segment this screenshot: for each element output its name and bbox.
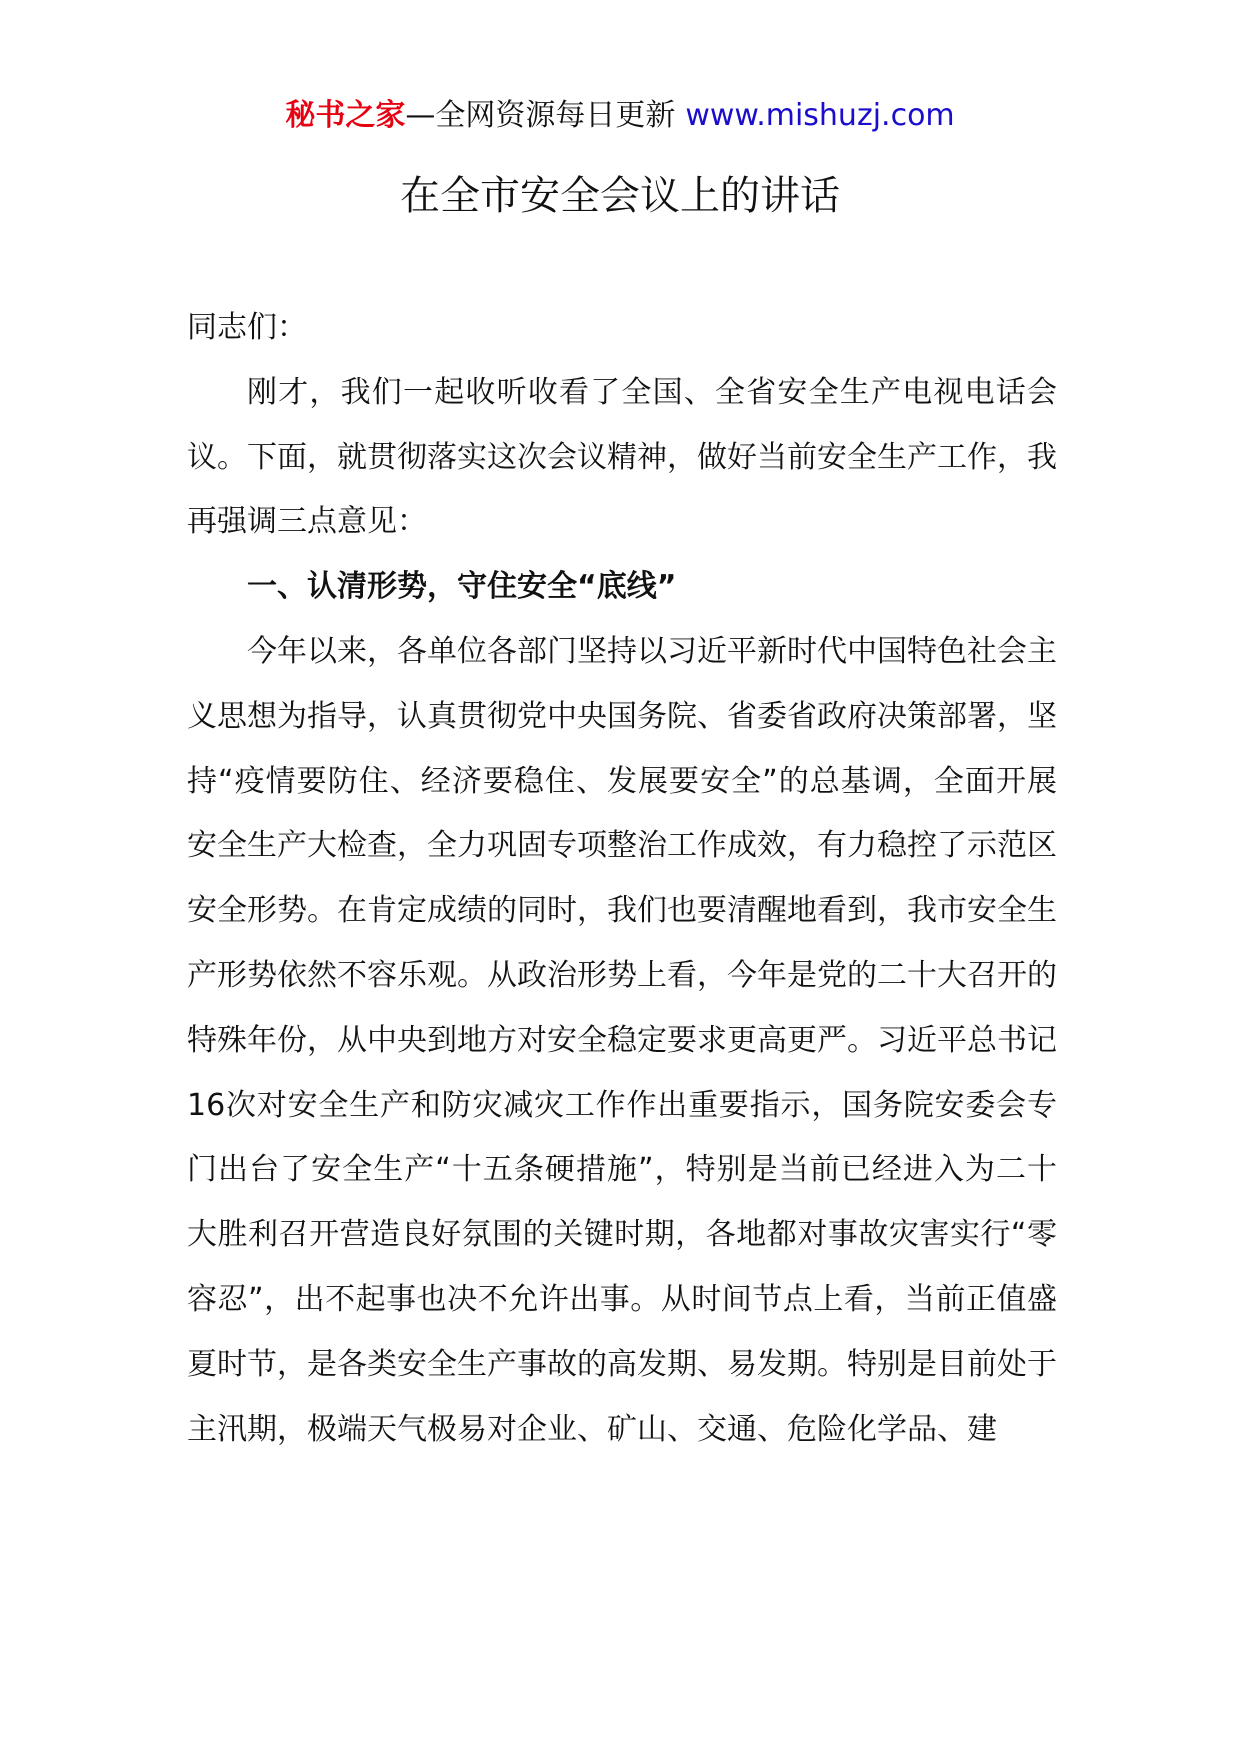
site-tagline: —全网资源每日更新 [405,98,676,133]
salutation: 同志们： [187,310,307,345]
site-brand: 秘书之家 [285,98,406,133]
paragraph-situation: 今年以来，各单位各部门坚持以习近平新时代中国特色社会主义思想为指导，认真贯彻党中央国务院、省委省政府决策部署，坚持“疫情要防住、经济要稳住、发展要安全”的总基调，全面开展安全生产大检查，全力巩固专项整治工作成效，有力稳控了示范区安全形势。在肯定成绩的同时，我们也要清醒地看到，我市安全生产形势依然不容乐观。从政治形势上看，今年是党的二十大召开的特殊年份，从中央到地方对安全稳定要求更高更严。习近平总书记16次对安全生产和防灾减灾工作作出重要指示，国务院安委会专门出台了安全生产“十五条硬措施”，特别是当前已经进入为二十大胜利召开营造良好氛围的关键时期，各地都对事故灾害实行“零容忍”，出不起事也决不允许出事。从时间节点上看，当前正值盛夏时节，是各类安全生产事故的高发期、易发期。特别是目前处于主汛期，极端天气极易对企业、矿山、交通、危险化学品、建 [187,633,1057,1447]
paragraph-intro: 刚才，我们一起收听收看了全国、全省安全生产电视电话会议。下面，就贯彻落实这次会议精神，做好当前安全生产工作，我再强调三点意见： [187,374,1057,540]
section-heading-1: 一、认清形势，守住安全“底线” [247,569,677,605]
document-title: 在全市安全会议上的讲话 [400,173,840,219]
site-header [0,96,1240,136]
site-url-link[interactable]: www.mishuzj.com [685,98,955,133]
document-body [187,296,1057,1462]
